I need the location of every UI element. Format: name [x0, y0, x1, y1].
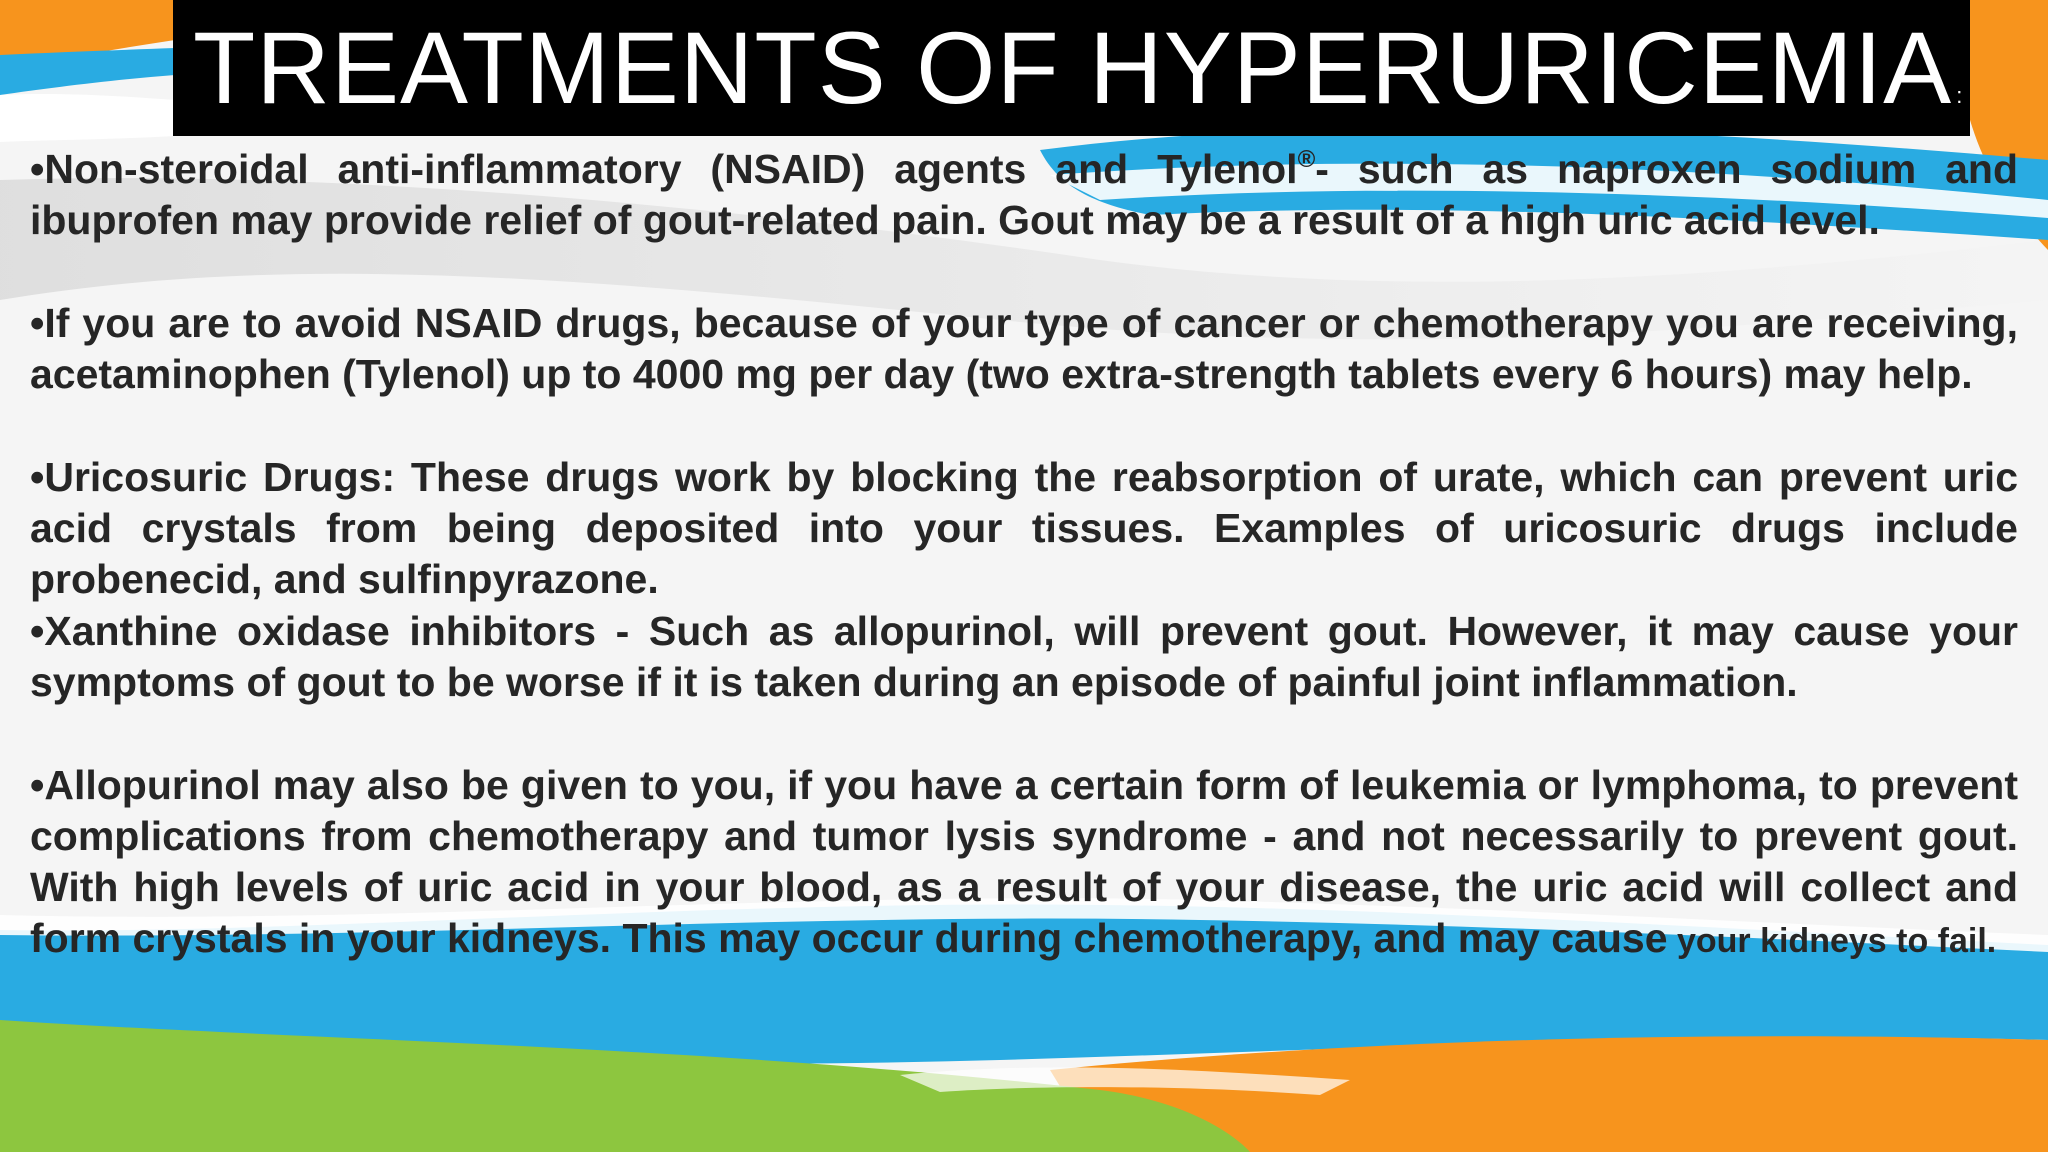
bullet-allopurinol-text: •Allopurinol may also be given to you, if you have a certain form of leukemia or lymphoma, to prevent complications from chemotherapy and tumor lysis syndrome - and not necessarily to prevent gout. With high levels of uric acid in your blood, as a result of your disease, the uric acid will collect and form crystals in your kidneys. This may occur during chemotherapy, and may cause — [30, 761, 2018, 962]
bullet-nsaid-text-cont: - such as naproxen sodium and ibuprofen may provide relief of gout-related pain. Gout may be a result of a high uric acid level. — [30, 146, 2018, 244]
white-wave-top-left — [0, 94, 175, 142]
bullet-uricosuric: •Uricosuric Drugs: These drugs work by blocking the reabsorption of urate, which can prevent uric acid crystals from being deposited into your tissues. Examples of uricosuric drugs include probenecid, and sulfinpyrazone. — [30, 453, 2018, 603]
title-colon: : — [1956, 83, 1964, 108]
bullet-nsaid-text: •Non-steroidal anti-inflammatory (NSAID) agents and Tylenol — [30, 146, 1298, 192]
slide-title — [193, 8, 1963, 156]
paragraph-gap — [30, 247, 2018, 298]
bullet-xanthine: •Xanthine oxidase inhibitors - Such as allopurinol, will prevent gout. However, it may cause your symptoms of gout to be worse if it is taken during an episode of painful joint inflammation. — [30, 607, 2018, 705]
bullet-nsaid — [30, 144, 2018, 247]
bullet-allopurinol — [30, 760, 2018, 968]
paragraph-gap — [30, 400, 2018, 451]
slide-body — [30, 144, 2018, 968]
paragraph-gap — [30, 708, 2018, 759]
bullet-allopurinol-tail: your kidneys to fail. — [1667, 922, 1997, 961]
title-bar — [173, 0, 1970, 136]
bullet-acetaminophen: •If you are to avoid NSAID drugs, because of your type of cancer or chemotherapy you are receiving, acetaminophen (Tylenol) up to 4000 mg per day (two extra-strength tablets every 6 hours) may help. — [30, 299, 2018, 398]
slide-title-text: TREATMENTS OF HYPERURICEMIA — [193, 11, 1953, 125]
registered-mark: ® — [1297, 146, 1316, 173]
